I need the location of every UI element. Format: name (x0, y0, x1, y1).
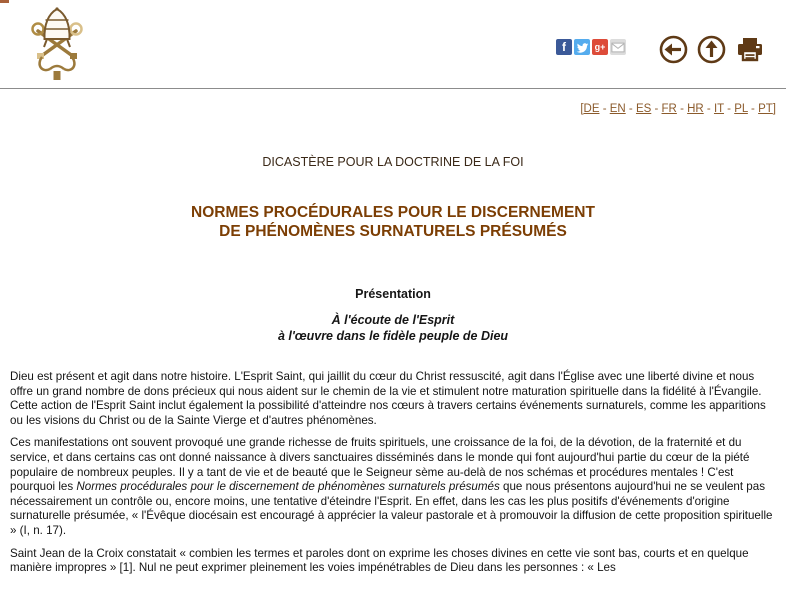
bracket: [ (580, 103, 584, 115)
lang-separator: - (676, 103, 688, 115)
lang-link-es[interactable]: ES (635, 103, 652, 115)
vatican-coat-of-arms (30, 7, 84, 85)
share-toolbar (556, 39, 626, 55)
back-button[interactable] (659, 35, 688, 69)
googleplus-share-icon[interactable]: g+ (592, 39, 608, 55)
header-divider (0, 88, 786, 89)
paragraph-2 (10, 436, 776, 538)
print-button[interactable] (735, 35, 765, 69)
dicastery-name: DICASTÈRE POUR LA DOCTRINE DE LA FOI (262, 155, 524, 169)
header (0, 0, 786, 89)
lang-link-de[interactable]: DE (583, 103, 600, 115)
lang-separator: - (747, 103, 759, 115)
footnote-ref-1[interactable]: [1] (119, 561, 133, 575)
printer-icon (735, 35, 765, 64)
scroll-to-top-button[interactable] (697, 35, 726, 69)
section-heading: Présentation (355, 287, 431, 301)
up-arrow-icon (697, 35, 726, 64)
lang-link-hr[interactable]: HR (687, 103, 704, 115)
corner-image-fragment (0, 0, 9, 3)
document-title-line2: DE PHÉNOMÈNES SURNATURELS PRÉSUMÉS (219, 223, 567, 240)
paragraph-3-text: . Nul ne peut exprimer pleinement les voies impénétrables de Dieu dans les personnes : « Les (132, 561, 616, 575)
twitter-bird-icon (575, 40, 589, 54)
lang-separator: - (651, 103, 662, 115)
envelope-icon (611, 42, 625, 53)
document-title (0, 203, 786, 241)
page-nav-toolbar (659, 35, 765, 69)
crossed-keys-tiara-emblem (30, 7, 84, 85)
subtitle-line1: À l'écoute de l'Esprit (331, 313, 455, 327)
document-title-line1: NORMES PROCÉDURALES POUR LE DISCERNEMENT (191, 204, 595, 221)
document-subtitle (0, 313, 786, 344)
bracket: ] (772, 103, 776, 115)
back-arrow-icon (659, 35, 688, 64)
paragraph-3 (10, 547, 776, 576)
lang-link-en[interactable]: EN (609, 103, 626, 115)
lang-link-fr[interactable]: FR (661, 103, 677, 115)
lang-separator: - (599, 103, 610, 115)
email-share-icon[interactable] (610, 39, 626, 55)
paragraph-2-text: que nous présentons aujourd'hui ne se veulent pas nécessairement un contrôle ou, encore moins, une tentative d'éteindre l'Esprit. En effet, dans les cas les plus positifs d'événements d'origine surnaturelle présumée, « l'Évêque diocésain est encouragé à apprécier la valeur pastorale et à promouvoir la diffusion de cette proposition spirituelle » (I, n. 17). (10, 480, 773, 537)
lang-separator: - (625, 103, 636, 115)
language-bar (0, 89, 786, 115)
lang-link-pl[interactable]: PL (734, 103, 748, 115)
paragraph-1 (10, 370, 776, 428)
lang-separator: - (703, 103, 714, 115)
twitter-share-icon[interactable] (574, 39, 590, 55)
subtitle-line2: à l'œuvre dans le fidèle peuple de Dieu (277, 328, 509, 343)
lang-separator: - (723, 103, 735, 115)
document-body (10, 370, 776, 576)
lang-link-it[interactable]: IT (713, 103, 724, 115)
paragraph-2-italic-title: Normes procédurales pour le discernement de phénomènes surnaturels présumés (76, 480, 500, 494)
paragraph-2-text: Ces manifestations ont souvent provoqué une grande richesse de fruits spirituels, une croissance de la foi, de la dévotion, de la fraternité et du service, et dans certains cas ont donné naissance à divers sanctuaires disséminés dans le monde qui font aujourd'hui partie du cœur de la piété populaire de nombreux peuples. Il y a tant de vie et de beauté que le Seigneur sème au-delà de nos schémas et procédures mentales ! C'est pourquoi les (10, 436, 750, 494)
facebook-share-icon[interactable]: f (556, 39, 572, 55)
paragraph-3-text: Saint Jean de la Croix constatait « combien les termes et paroles dont on exprime les choses divines en cette vie sont bas, courts et en quelque manière impropres » (10, 546, 749, 575)
lang-link-pt[interactable]: PT (758, 103, 773, 115)
paragraph-1-text: Dieu est présent et agit dans notre histoire. L'Esprit Saint, qui jaillit du cœur du Christ ressuscité, agit dans l'Église avec une liberté divine et nous offre un grand nombre de dons précieux qui nous aident sur le chemin de la vie et stimulent notre maturation spirituelle dans la fidélité à l'Évangile. Cette action de l'Esprit Saint inclut également la possibilité d'atteindre nos cœurs à travers certains événements surnaturels, comme les apparitions ou les visions du Christ ou de la Sainte Vierge et d'autres phénomènes. (10, 370, 766, 427)
